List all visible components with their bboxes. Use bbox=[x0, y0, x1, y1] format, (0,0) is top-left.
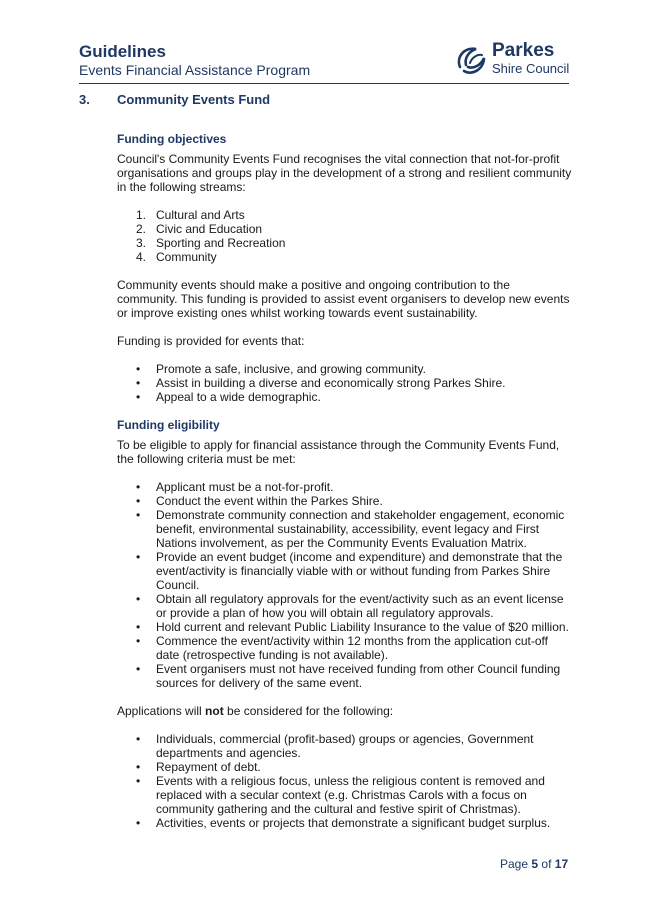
objectives-intro: Council's Community Events Fund recognises the vital connection that not-for-profit organisations and groups play in the development of a strong and resilient community in the following streams: bbox=[117, 152, 572, 194]
list-item bbox=[117, 250, 572, 264]
eligibility-intro: To be eligible to apply for financial assistance through the Community Events Fund, the following criteria must be met: bbox=[117, 438, 560, 466]
criteria-list bbox=[117, 480, 572, 690]
page-label: Page bbox=[500, 857, 529, 871]
list-item bbox=[117, 592, 572, 620]
document-title: Guidelines bbox=[79, 42, 166, 61]
list-item bbox=[117, 494, 572, 508]
council-logo bbox=[454, 42, 570, 78]
page-number bbox=[500, 857, 568, 871]
list-item-text: Applicant must be a not-for-profit. bbox=[156, 480, 334, 494]
eligibility-heading: Funding eligibility bbox=[117, 418, 220, 432]
bullet-icon: • bbox=[136, 376, 141, 390]
list-item bbox=[117, 208, 572, 222]
list-item bbox=[117, 362, 572, 376]
bullet-icon: • bbox=[136, 480, 141, 494]
list-item bbox=[117, 376, 572, 390]
list-item-text: Repayment of debt. bbox=[156, 760, 261, 774]
list-item-text: Assist in building a diverse and economically strong Parkes Shire. bbox=[156, 376, 506, 390]
parkes-swirl-logo-icon bbox=[454, 43, 488, 77]
list-item-text: Sporting and Recreation bbox=[156, 236, 286, 250]
section-heading bbox=[79, 92, 270, 108]
list-item bbox=[117, 480, 572, 494]
logo-subname: Shire Council bbox=[492, 61, 570, 76]
list-item-text: Provide an event budget (income and expenditure) and demonstrate that the event/activity is financially viable with or without funding from Parkes Shire Council. bbox=[156, 550, 563, 592]
exclusions-emphasis: not bbox=[205, 704, 224, 718]
list-item bbox=[117, 390, 572, 404]
page-body bbox=[117, 132, 572, 844]
objectives-paragraph: Community events should make a positive and ongoing contribution to the community. This funding is provided to assist event organisers to develop new events or improve existing ones whilst working towards event sustainability. bbox=[117, 278, 570, 320]
bullet-icon: • bbox=[136, 662, 141, 676]
list-number: 4. bbox=[136, 250, 147, 264]
list-item-text: Demonstrate community connection and stakeholder engagement, economic benefit, environmental sustainability, accessibility, event legacy and First Nations involvement, as per the Community Events Evaluation Matrix. bbox=[156, 508, 565, 550]
objectives-paragraph: Funding is provided for events that: bbox=[117, 334, 305, 348]
exclusions-list bbox=[117, 732, 572, 830]
page-of: of bbox=[541, 857, 552, 871]
section-number: 3. bbox=[79, 92, 90, 107]
bullet-icon: • bbox=[136, 390, 141, 404]
bullet-icon: • bbox=[136, 774, 141, 788]
bullet-icon: • bbox=[136, 634, 141, 648]
list-number: 2. bbox=[136, 222, 147, 236]
list-item bbox=[117, 760, 572, 774]
logo-name: Parkes bbox=[492, 40, 555, 61]
list-item bbox=[117, 620, 572, 634]
bullet-icon: • bbox=[136, 550, 141, 564]
bullet-icon: • bbox=[136, 592, 141, 606]
section-title: Community Events Fund bbox=[117, 92, 271, 107]
list-item-text: Commence the event/activity within 12 months from the application cut-off date (retrospective funding is not available). bbox=[156, 634, 548, 662]
list-item-text: Obtain all regulatory approvals for the event/activity such as an event license or provide a plan of how you will obtain all regulatory approvals. bbox=[156, 592, 564, 620]
header-divider bbox=[79, 83, 569, 84]
list-item bbox=[117, 774, 572, 816]
list-item bbox=[117, 550, 572, 592]
exclusions-intro bbox=[117, 704, 572, 718]
list-item-text: Event organisers must not have received funding from other Council funding sources for delivery of the same event. bbox=[156, 662, 561, 690]
bullet-icon: • bbox=[136, 732, 141, 746]
list-item-text: Appeal to a wide demographic. bbox=[156, 390, 321, 404]
list-item-text: Activities, events or projects that demonstrate a significant budget surplus. bbox=[156, 816, 551, 830]
list-item-text: Conduct the event within the Parkes Shire. bbox=[156, 494, 383, 508]
list-item bbox=[117, 662, 572, 690]
document-subtitle: Events Financial Assistance Program bbox=[79, 62, 311, 78]
bullet-icon: • bbox=[136, 760, 141, 774]
list-item bbox=[117, 816, 572, 830]
streams-list bbox=[117, 208, 572, 264]
objectives-heading: Funding objectives bbox=[117, 132, 227, 146]
bullet-icon: • bbox=[136, 508, 141, 522]
list-item-text: Events with a religious focus, unless the religious content is removed and replaced with a secular context (e.g. Christmas Carols with a focus on community gathering and the cultural and festive spirit of Christmas). bbox=[156, 774, 545, 816]
bullet-icon: • bbox=[136, 816, 141, 830]
bullet-icon: • bbox=[136, 362, 141, 376]
page-total: 17 bbox=[554, 857, 569, 871]
list-item-text: Individuals, commercial (profit-based) groups or agencies, Government departments and agencies. bbox=[156, 732, 534, 760]
list-number: 3. bbox=[136, 236, 147, 250]
goals-list bbox=[117, 362, 572, 404]
list-item bbox=[117, 732, 572, 760]
exclusions-intro-text: Applications will bbox=[117, 704, 206, 718]
list-item bbox=[117, 236, 572, 250]
list-item bbox=[117, 634, 572, 662]
bullet-icon: • bbox=[136, 620, 141, 634]
list-item-text: Hold current and relevant Public Liability Insurance to the value of $20 million. bbox=[156, 620, 569, 634]
list-item-text: Community bbox=[156, 250, 217, 264]
list-item bbox=[117, 222, 572, 236]
bullet-icon: • bbox=[136, 494, 141, 508]
list-item-text: Promote a safe, inclusive, and growing community. bbox=[156, 362, 426, 376]
list-item-text: Cultural and Arts bbox=[156, 208, 245, 222]
exclusions-intro-text: be considered for the following: bbox=[223, 704, 394, 718]
list-item bbox=[117, 508, 572, 550]
list-number: 1. bbox=[136, 208, 147, 222]
page-current: 5 bbox=[531, 857, 539, 871]
list-item-text: Civic and Education bbox=[156, 222, 263, 236]
